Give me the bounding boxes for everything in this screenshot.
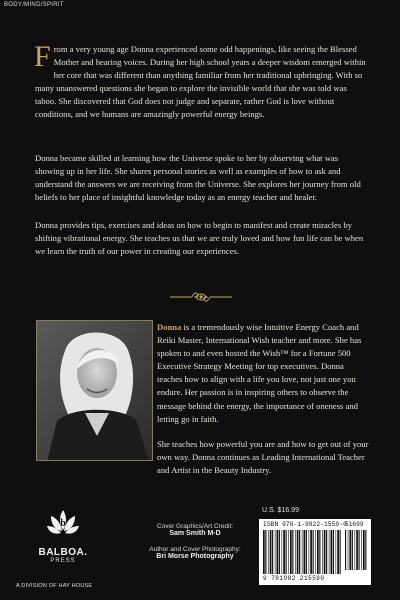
barcode-bar (331, 530, 333, 574)
barcode-bar (352, 530, 353, 570)
supplement-number: 51699 (345, 521, 364, 528)
barcode-bar (355, 530, 356, 570)
credits (135, 523, 255, 569)
ean-number: 9 781982 215590 (263, 575, 325, 582)
barcode-bar (302, 530, 303, 574)
barcode-bar (313, 530, 314, 574)
supplement-barcode-icon (345, 530, 367, 574)
barcode-bar (290, 530, 292, 574)
paragraph-1-text: rom a very young age Donna experienced some odd happenings, like seeing the Blessed Mother and hearing voices. During her high school years a deeper wisdom emerged within her core that was different than anything familiar from her traditional upbringing. With so many unanswered questions she began to explore the invisible world that she was told was taboo. She discovered that God does not judge and separate, rather God is love without conditions, and we humans are amazingly powerful energy beings. (35, 44, 366, 120)
barcode-bar (268, 530, 269, 574)
credit-name: Sam Smith M-D (169, 530, 221, 537)
barcode-bar (309, 530, 310, 574)
scroll-divider-icon (168, 291, 234, 303)
author-bio-top (157, 321, 369, 426)
barcode-bar (310, 530, 312, 574)
barcode-bar (272, 530, 273, 574)
category-label: BODY/MIND/SPIRIT (4, 2, 64, 8)
barcode-bar (304, 530, 306, 574)
barcode (259, 519, 371, 585)
barcode-bar (361, 530, 362, 570)
publisher-logo (28, 508, 98, 578)
barcode-bar (286, 530, 287, 574)
barcode-bar (270, 530, 272, 574)
barcode-bar (363, 530, 365, 570)
barcode-bar (265, 530, 266, 574)
barcode-bar (345, 530, 346, 570)
barcode-bar (349, 530, 351, 570)
barcode-bar (283, 530, 285, 574)
barcode-bar (336, 530, 337, 574)
svg-text:b: b (60, 518, 66, 529)
barcode-bar (282, 530, 283, 574)
barcode-bar (319, 530, 320, 574)
barcode-bar (315, 530, 316, 574)
barcode-bar (292, 530, 293, 574)
lotus-b-logo-icon (45, 508, 81, 540)
description-paragraph-1 (34, 40, 369, 122)
publisher-name: BALBOA. (38, 547, 88, 558)
barcode-bar (329, 530, 330, 574)
barcode-bar (277, 530, 279, 574)
barcode-bar (306, 530, 307, 574)
barcode-bar (337, 530, 339, 574)
barcode-bar (340, 530, 341, 574)
barcode-bar (324, 530, 326, 574)
description-paragraph-3: Donna provides tips, exercises and ideas on how to begin to manifest and create miracles by shifting vibrational energy. She teaches us that we are truly loved and how fun life can be when we learn the truth of our power in creating our experiences. (35, 220, 364, 257)
credit-label: Author and Cover Photography: (149, 546, 241, 553)
barcode-bar (359, 530, 360, 570)
credit-name: Bri Morse Photography (156, 553, 234, 560)
author-bio-text: is a tremendously wise Intuitive Energy Coach and Reiki Master, International Wish teacher and more. She has spoken to and even hosted the Wish™ for a Fortune 500 Executive Strategy Meeting for top executives. Donna teaches how to align with a life you love, not just one you endure. Her passion is in inspiring others to observe the message behind the energy, the importance of oneness and letting go in faith. (157, 322, 362, 424)
barcode-bar (288, 530, 289, 574)
price: U.S. $16.99 (262, 507, 299, 514)
author-photo (36, 320, 153, 461)
description-paragraph-2: Donna became skilled at learning how the Universe spoke to her by observing what was showing up in her life. She shares personal stories as well as examples of how to ask and understand the answers we are receiving from the Universe. She explores her journey from old beliefs to her place of insightful knowledge today as an energy teacher and healer. (35, 153, 361, 203)
drop-cap: F (34, 40, 51, 73)
author-bio-bottom: She teaches how powerful you are and how to get out of your own way. Donna continues as Leading International Teacher and Artist in the Beauty Industry. (157, 439, 369, 476)
publisher-division: A DIVISION OF HAY HOUSE (16, 583, 93, 589)
barcode-bar (317, 530, 319, 574)
ean-barcode-icon (263, 530, 341, 574)
barcode-bar (365, 530, 366, 570)
author-name: Donna (157, 322, 182, 332)
barcode-bar (279, 530, 280, 574)
barcode-bar (333, 530, 334, 574)
barcode-bar (356, 530, 358, 570)
barcode-bar (299, 530, 300, 574)
barcode-bar (297, 530, 299, 574)
isbn-text: ISBN 978-1-9822-1559-0 (263, 521, 347, 528)
credit-label: Cover Graphics/Art Credit: (156, 523, 234, 530)
barcode-bar (348, 530, 349, 570)
publisher-sub: PRESS (50, 558, 76, 564)
barcode-bar (263, 530, 265, 574)
barcode-bar (275, 530, 276, 574)
barcode-bar (326, 530, 327, 574)
barcode-bar (322, 530, 323, 574)
barcode-bar (295, 530, 296, 574)
